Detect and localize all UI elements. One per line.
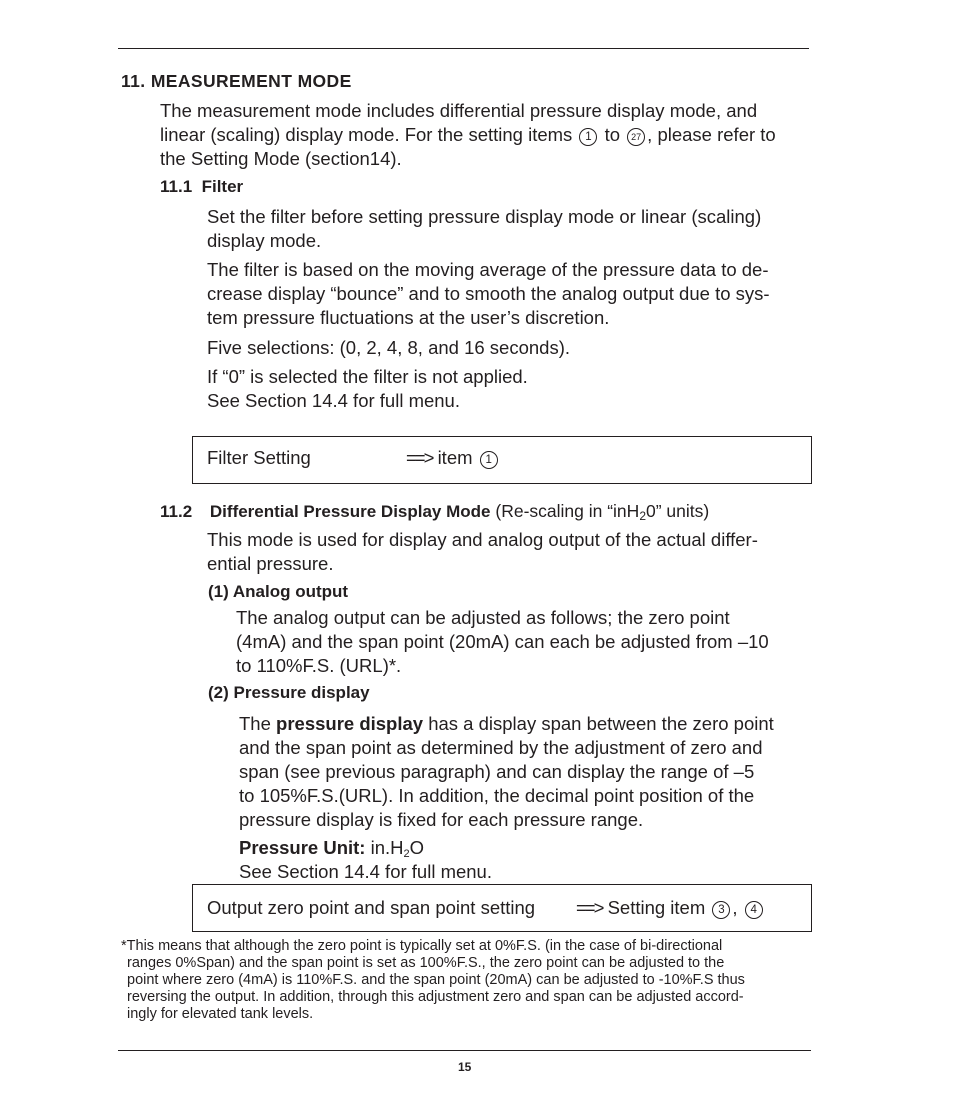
filter-p2-line-1: The filter is based on the moving average of the pressure data to de-	[207, 259, 769, 280]
dp-mode-heading-units-b: 0” units)	[646, 501, 710, 521]
footnote-line-1: *This means that although the zero point is typically set at 0%F.S. (in the case of bi-directional	[121, 938, 723, 954]
intro-line-2-a: linear (scaling) display mode. For the setting items	[160, 124, 573, 145]
dp-mode-heading-number: 11.2	[160, 502, 193, 521]
intro-line-2-b: to	[604, 124, 621, 145]
pressure-unit	[239, 836, 424, 860]
dp-mode-heading-units-sub: 2	[639, 509, 646, 523]
filter-p1-line-2: display mode.	[207, 230, 322, 251]
filter-p2-line-3: tem pressure fluctuations at the user’s discretion.	[207, 307, 610, 328]
dp-mode-heading-title: Differential Pressure Display Mode	[209, 502, 491, 521]
filter-p4-line-1: If “0” is selected the filter is not applied.	[207, 366, 528, 387]
pressure-line-5: pressure display is fixed for each pressure range.	[239, 809, 644, 830]
dp-mode-heading-units-a: (Re-scaling in “inH	[495, 501, 640, 521]
pressure-line-1-bold: pressure display	[276, 713, 424, 734]
output-setting-target: Setting item	[607, 897, 706, 918]
arrow-icon: ==>	[576, 897, 603, 918]
section-heading: 11. MEASUREMENT MODE	[121, 71, 352, 91]
pressure-display-heading: (2) Pressure display	[208, 683, 370, 702]
pressure-line-1-b: has a display span between the zero point	[428, 713, 774, 734]
circled-number-1-icon: 1	[480, 451, 498, 469]
analog-line-2: (4mA) and the span point (20mA) can each be adjusted from –10	[236, 631, 769, 652]
footnote-line-5: ingly for elevated tank levels.	[127, 1006, 314, 1022]
footnote-line-4: reversing the output. In addition, through this adjustment zero and span can be adjusted accord-	[127, 989, 744, 1005]
filter-setting-target: item	[437, 447, 473, 468]
intro-line-2-c: , please refer to	[647, 124, 776, 145]
pressure-line-3: span (see previous paragraph) and can display the range of –5	[239, 761, 755, 782]
circled-number-3-icon: 3	[712, 901, 730, 919]
filter-p1-line-1: Set the filter before setting pressure display mode or linear (scaling)	[207, 206, 762, 227]
dp-p1-line-1: This mode is used for display and analog output of the actual differ-	[207, 529, 758, 550]
intro-line-3: the Setting Mode (section14).	[160, 148, 402, 169]
pressure-line-1	[239, 712, 774, 736]
output-setting-reference	[576, 896, 765, 920]
top-rule	[118, 48, 809, 49]
filter-p2-line-2: crease display “bounce” and to smooth the analog output due to sys-	[207, 283, 770, 304]
circled-number-4-icon: 4	[745, 901, 763, 919]
pressure-line-4: to 105%F.S.(URL). In addition, the decimal point position of the	[239, 785, 755, 806]
page-number: 15	[458, 1060, 472, 1074]
filter-heading: 11.1 Filter	[160, 177, 244, 196]
pressure-line-1-a: The	[239, 713, 271, 734]
intro-line-1: The measurement mode includes differential pressure display mode, and	[160, 100, 758, 121]
pressure-line-2: and the span point as determined by the adjustment of zero and	[239, 737, 763, 758]
analog-line-1: The analog output can be adjusted as follows; the zero point	[236, 607, 730, 628]
arrow-icon: ==>	[406, 447, 433, 468]
footnote-line-2: ranges 0%Span) and the span point is set as 100%F.S., the zero point can be adjusted to the	[127, 955, 725, 971]
pressure-unit-value-b: O	[409, 837, 425, 858]
filter-p3: Five selections: (0, 2, 4, 8, and 16 seconds).	[207, 337, 570, 358]
circled-number-27-icon: 27	[627, 128, 645, 146]
bottom-rule	[118, 1050, 811, 1051]
analog-line-3: to 110%F.S. (URL)*.	[236, 655, 402, 676]
intro-line-2	[160, 123, 776, 147]
filter-p4-line-2: See Section 14.4 for full menu.	[207, 390, 460, 411]
dp-mode-heading	[160, 499, 709, 524]
output-setting-label: Output zero point and span point setting	[207, 897, 536, 918]
dp-p1-line-2: ential pressure.	[207, 553, 334, 574]
circled-number-1-icon: 1	[579, 128, 597, 146]
pressure-unit-value-sub: 2	[403, 848, 410, 860]
output-setting-sep: ,	[732, 897, 738, 918]
pressure-unit-label: Pressure Unit:	[239, 837, 366, 858]
footnote-line-3: point where zero (4mA) is 110%F.S. and the span point (20mA) can be adjusted to -10%F.S thus	[127, 972, 745, 988]
pressure-unit-value-a: in.H	[370, 837, 404, 858]
analog-output-heading: (1) Analog output	[208, 582, 349, 601]
filter-setting-reference	[406, 446, 500, 470]
filter-setting-label: Filter Setting	[207, 447, 311, 468]
pressure-see-section: See Section 14.4 for full menu.	[239, 861, 492, 882]
